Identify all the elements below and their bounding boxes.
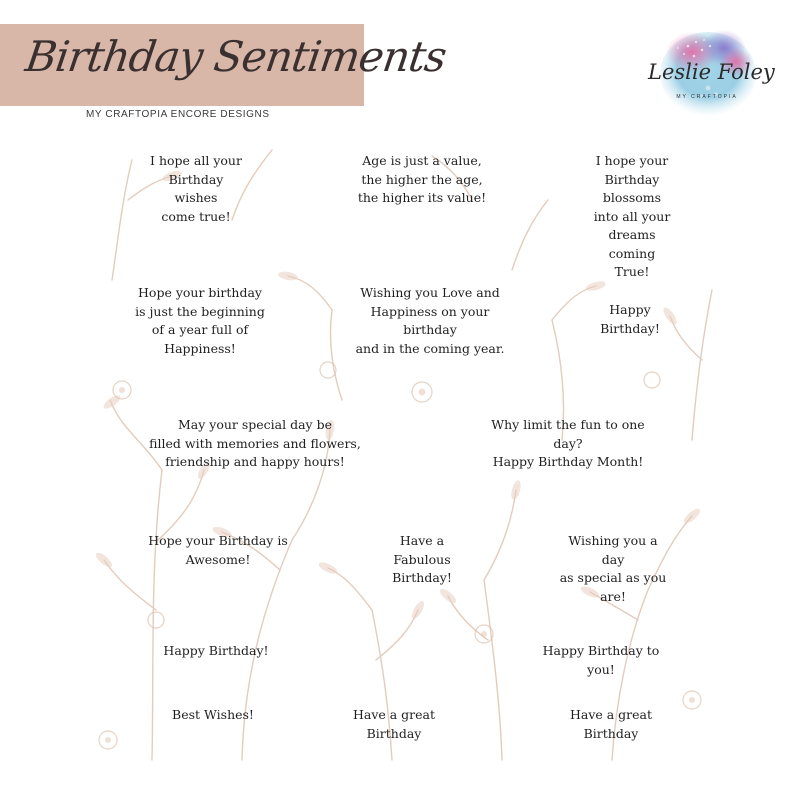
sentiment-2: Age is just a value, the higher the age, the higher its value! [357, 153, 487, 205]
page-title: Birthday Sentiments [22, 32, 449, 81]
sentiment-13: Happy Birthday to you! [542, 643, 660, 677]
sentiment-12: Happy Birthday! [163, 643, 269, 658]
sentiment-sheet [92, 140, 728, 760]
logo-subtext: MY CRAFTOPIA [676, 94, 738, 100]
title-banner [0, 24, 449, 106]
sentiment-14: Best Wishes! [172, 707, 254, 722]
sentiment-15: Have a great Birthday [352, 707, 436, 741]
sentiment-10: Have a Fabulous Birthday! [392, 533, 452, 585]
sentiment-5: Wishing you Love and Happiness on your birthday and in the coming year. [355, 285, 505, 356]
sentiment-3: I hope your Birthday blossoms into all your dreams coming True! [593, 153, 671, 279]
brand-subtitle: MY CRAFTOPIA ENCORE DESIGNS [86, 109, 270, 120]
sentiment-6: Happy Birthday! [600, 302, 660, 336]
sentiment-7: May your special day be filled with memories and flowers, friendship and happy hours! [149, 417, 361, 469]
brand-logo [648, 22, 775, 116]
logo-name: Leslie Foley [648, 60, 775, 84]
sentiment-8: Why limit the fun to one day? Happy Birthday Month! [491, 417, 645, 469]
sentiment-4: Hope your birthday is just the beginning of a year full of Happiness! [135, 285, 265, 356]
sentiment-9: Hope your Birthday is Awesome! [148, 533, 288, 567]
sentiment-1: I hope all your Birthday wishes come true! [150, 153, 242, 224]
sentiment-11: Wishing you a day as special as you are! [559, 533, 667, 604]
sentiment-16: Have a great Birthday [569, 707, 653, 741]
